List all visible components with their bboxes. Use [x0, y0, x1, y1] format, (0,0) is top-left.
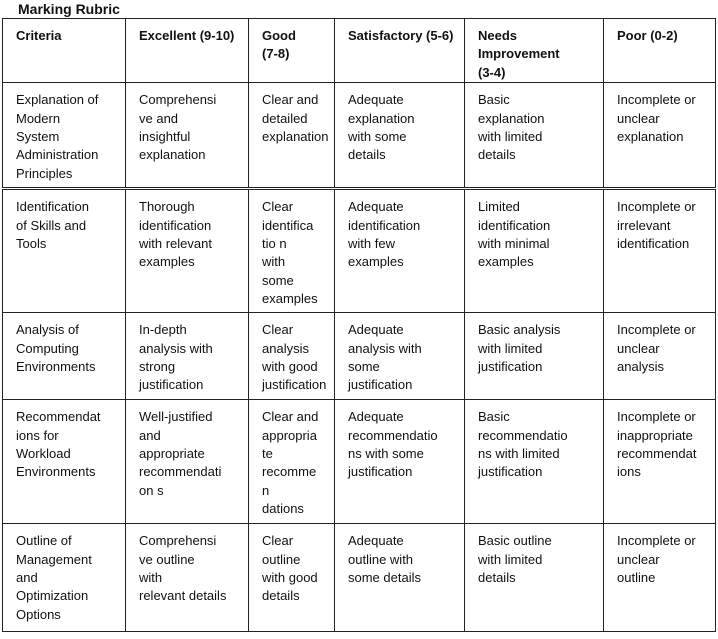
header-excellent: Excellent (9-10): [126, 19, 249, 83]
poor-cell: Incomplete or unclear explanation: [604, 83, 716, 189]
excellent-cell: Comprehensi ve outline with relevant details: [126, 524, 249, 632]
excellent-cell: In-depth analysis with strong justification: [126, 313, 249, 400]
criteria-cell: Identification of Skills and Tools: [3, 189, 126, 313]
satisfactory-cell: Adequate recommendatio ns with some justification: [335, 400, 465, 524]
needs-improvement-cell: Limited identification with minimal examples: [465, 189, 604, 313]
needs-improvement-cell: Basic explanation with limited details: [465, 83, 604, 189]
satisfactory-cell: Adequate explanation with some details: [335, 83, 465, 189]
satisfactory-cell: Adequate analysis with some justification: [335, 313, 465, 400]
criteria-cell: Explanation of Modern System Administration Principles: [3, 83, 126, 189]
header-satisfactory: Satisfactory (5-6): [335, 19, 465, 83]
poor-cell: Incomplete or irrelevant identification: [604, 189, 716, 313]
criteria-cell: Recommendat ions for Workload Environments: [3, 400, 126, 524]
table-row: [3, 83, 716, 189]
table-row: [3, 524, 716, 632]
needs-improvement-cell: Basic recommendatio ns with limited justification: [465, 400, 604, 524]
excellent-cell: Comprehensi ve and insightful explanation: [126, 83, 249, 189]
needs-improvement-cell: Basic outline with limited details: [465, 524, 604, 632]
header-criteria: Criteria: [3, 19, 126, 83]
needs-improvement-cell: Basic analysis with limited justification: [465, 313, 604, 400]
good-cell: Clear identifica tio n with some examples: [249, 189, 335, 313]
header-needs-improvement: Needs Improvement (3-4): [465, 19, 604, 83]
table-row: [3, 400, 716, 524]
poor-cell: Incomplete or unclear outline: [604, 524, 716, 632]
table-row: [3, 189, 716, 313]
header-poor: Poor (0-2): [604, 19, 716, 83]
good-cell: Clear and detailed explanation: [249, 83, 335, 189]
header-good: Good (7-8): [249, 19, 335, 83]
rubric-table: [2, 18, 716, 632]
poor-cell: Incomplete or inappropriate recommendat ions: [604, 400, 716, 524]
good-cell: Clear and appropria te recomme n dations: [249, 400, 335, 524]
criteria-cell: Outline of Management and Optimization Options: [3, 524, 126, 632]
good-cell: Clear outline with good details: [249, 524, 335, 632]
header-row: [3, 19, 716, 83]
rubric-title: Marking Rubric: [18, 1, 120, 17]
satisfactory-cell: Adequate outline with some details: [335, 524, 465, 632]
excellent-cell: Thorough identification with relevant examples: [126, 189, 249, 313]
satisfactory-cell: Adequate identification with few examples: [335, 189, 465, 313]
good-cell: Clear analysis with good justification: [249, 313, 335, 400]
excellent-cell: Well-justified and appropriate recommendati on s: [126, 400, 249, 524]
table-row: [3, 313, 716, 400]
poor-cell: Incomplete or unclear analysis: [604, 313, 716, 400]
criteria-cell: Analysis of Computing Environments: [3, 313, 126, 400]
